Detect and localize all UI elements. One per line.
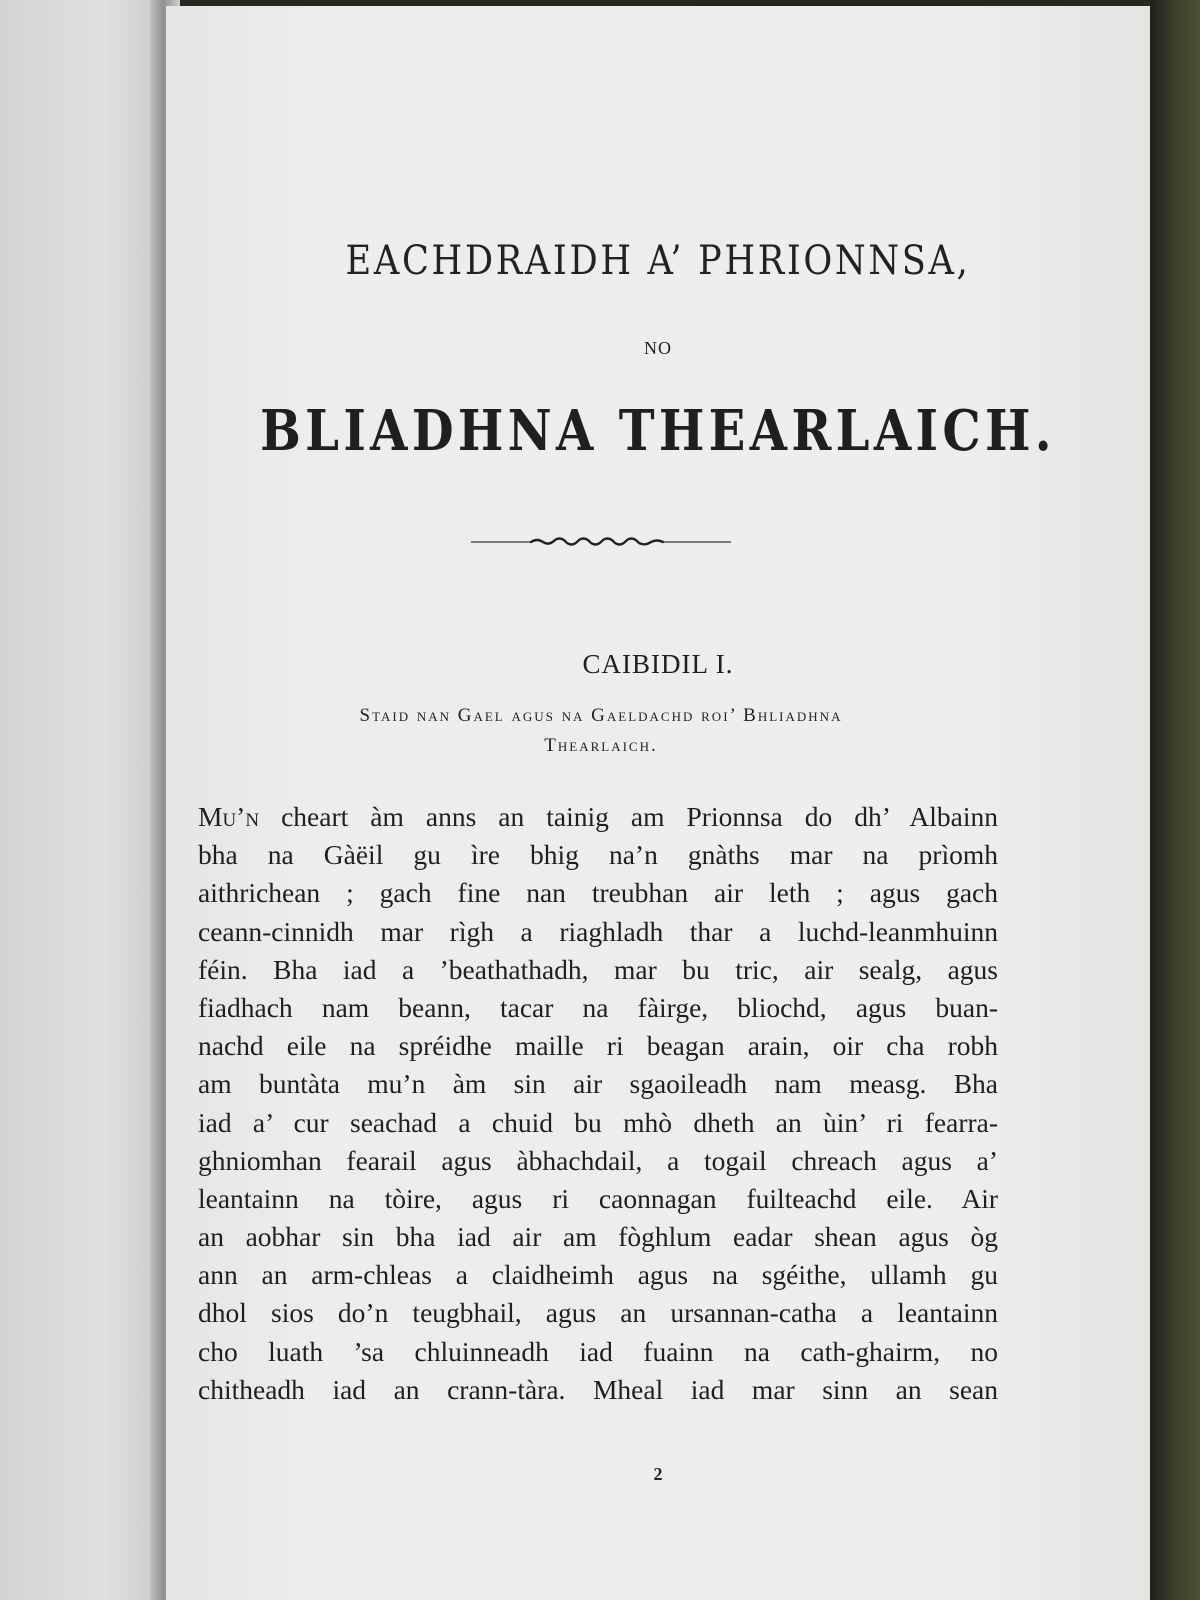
text-line-content: cheart àm anns an tainig am Prionnsa do dh’ Albainn <box>259 801 998 832</box>
text-line: féin. Bha iad a ’beathathadh, mar bu tric, air sealg, agus <box>198 953 998 985</box>
book-page <box>166 6 1150 1600</box>
book-alternate-title: BLIADHNA THEARLAICH. <box>260 398 1056 464</box>
text-line: ceann-cinnidh mar rìgh a riaghladh thar a luchd-leanmhuinn <box>198 915 998 947</box>
title-connector: NO <box>644 338 672 358</box>
drop-first-word: Mu’n <box>198 801 260 832</box>
chapter-subtitle-line-1: Staid nan Gael agus na Gaeldachd roi’ Bhliadhna <box>359 705 843 726</box>
text-line: nachd eile na spréidhe maille ri beagan arain, oir cha robh <box>198 1030 998 1062</box>
text-line: dhol sios do’n teugbhail, agus an ursannan-catha a leantainn <box>198 1297 998 1329</box>
chapter-subtitle <box>236 701 966 761</box>
text-line: am buntàta mu’n àm sin air sgaoileadh nam measg. Bha <box>198 1068 998 1100</box>
text-line: bha na Gàëil gu ìre bhig na’n gnàths mar na prìomh <box>198 839 998 871</box>
text-line: leantainn na tòire, agus ri caonnagan fuilteachd eile. Air <box>198 1182 998 1214</box>
left-facing-page <box>0 0 170 1600</box>
ornament-divider <box>471 532 731 552</box>
text-line: fiadhach nam beann, tacar na fàirge, bliochd, agus buan- <box>198 991 998 1023</box>
text-line <box>198 798 998 836</box>
book-title: EACHDRAIDH A’ PHRIONNSA, <box>345 238 971 284</box>
text-line: cho luath ’sa chluinneadh iad fuainn na cath-ghairm, no <box>198 1335 998 1367</box>
page-number: 2 <box>653 1464 663 1484</box>
body-text <box>198 798 998 1409</box>
chapter-heading: CAIBIDIL I. <box>582 649 734 679</box>
text-line: chitheadh iad an crann-tàra. Mheal iad mar sinn an sean <box>198 1373 998 1405</box>
book-cover-edge <box>1150 0 1200 1600</box>
text-line: iad a’ cur seachad a chuid bu mhò dheth an ùin’ ri fearra- <box>198 1106 998 1138</box>
text-line: ann an arm-chleas a claidheimh agus na sgéithe, ullamh gu <box>198 1259 998 1291</box>
text-line: aithrichean ; gach fine nan treubhan air leth ; agus gach <box>198 877 998 909</box>
text-line: ghniomhan fearail agus àbhachdail, a togail chreach agus a’ <box>198 1144 998 1176</box>
chapter-subtitle-line-2: Thearlaich. <box>544 735 658 756</box>
text-line: an aobhar sin bha iad air am fòghlum eadar shean agus òg <box>198 1221 998 1253</box>
